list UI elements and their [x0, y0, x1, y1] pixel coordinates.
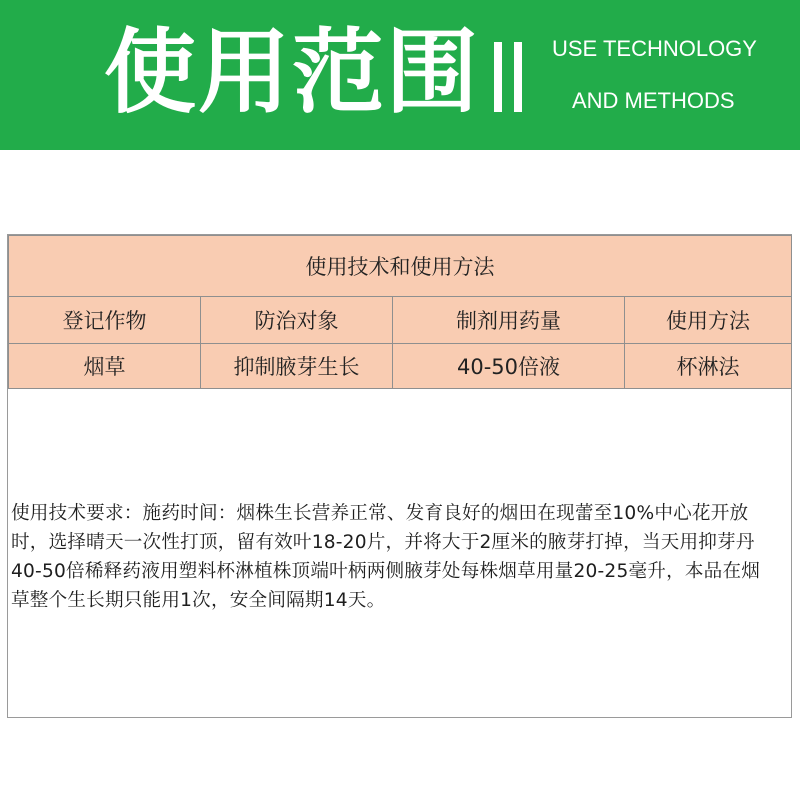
cell-crop: 烟草 — [9, 344, 201, 389]
note-line: 时，选择晴天一次性打顶，留有效叶18-20片，并将大于2厘米的腋芽打掉，当天用抑芽丹 — [11, 532, 755, 553]
table-row — [9, 344, 792, 389]
header-cell-dosage: 制剂用药量 — [393, 297, 625, 344]
note-line: 使用技术要求：施药时间：烟株生长营养正常、发育良好的烟田在现蕾至10%中心花开放 — [11, 503, 749, 524]
usage-table — [8, 235, 792, 389]
divider-bar — [494, 42, 502, 112]
header-banner — [0, 0, 800, 150]
cell-dosage: 40-50倍液 — [393, 344, 625, 389]
banner-subtitle-line2: AND METHODS — [572, 88, 735, 113]
header-cell-target: 防治对象 — [201, 297, 393, 344]
banner-subtitle-line1: USE TECHNOLOGY — [552, 36, 757, 61]
cell-target: 抑制腋芽生长 — [201, 344, 393, 389]
table-header-row — [9, 297, 792, 344]
table-title: 使用技术和使用方法 — [9, 236, 792, 297]
note-line: 草整个生长期只能用1次，安全间隔期14天。 — [11, 590, 386, 611]
note-line: 40-50倍稀释药液用塑料杯淋植株顶端叶柄两侧腋芽处每株烟草用量20-25毫升，本品在烟 — [11, 561, 761, 582]
usage-info-box — [7, 234, 792, 718]
cell-method: 杯淋法 — [625, 344, 792, 389]
banner-title: 使用范围 — [104, 19, 481, 126]
usage-requirements-text — [11, 499, 781, 615]
divider-bar — [514, 42, 522, 112]
double-bar-divider — [494, 42, 530, 112]
header-cell-method: 使用方法 — [625, 297, 792, 344]
header-cell-crop: 登记作物 — [9, 297, 201, 344]
